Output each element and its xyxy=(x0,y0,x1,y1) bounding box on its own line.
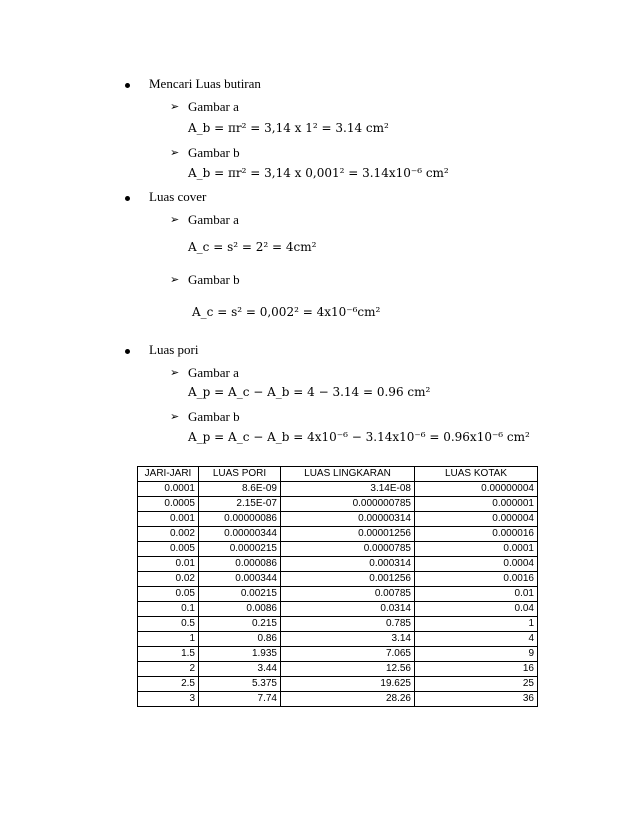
table-cell: 7.065 xyxy=(281,647,415,662)
table-cell: 0.1 xyxy=(138,602,199,617)
table-cell: 19.625 xyxy=(281,677,415,692)
table-cell: 0.00785 xyxy=(281,587,415,602)
table-cell: 0.785 xyxy=(281,617,415,632)
table-row xyxy=(138,497,538,512)
table-cell: 0.215 xyxy=(199,617,281,632)
header-luas-pori: LUAS PORI xyxy=(199,467,281,482)
table-cell: 0.0086 xyxy=(199,602,281,617)
arrow-bullet-icon: ➢ xyxy=(170,213,180,226)
table-cell: 0.00000004 xyxy=(415,482,538,497)
table-cell: 0.01 xyxy=(138,557,199,572)
table-row xyxy=(138,587,538,602)
table-cell: 3 xyxy=(138,692,199,707)
header-jari-jari: JARI-JARI xyxy=(138,467,199,482)
header-luas-lingkaran: LUAS LINGKARAN xyxy=(281,467,415,482)
arrow-bullet-icon: ➢ xyxy=(170,100,180,113)
table-cell: 0.000016 xyxy=(415,527,538,542)
gambar-b-label: Gambar b xyxy=(188,145,240,160)
table-cell: 0.01 xyxy=(415,587,538,602)
section-title-luas-butiran: Mencari Luas butiran xyxy=(149,76,261,91)
table-cell: 0.0004 xyxy=(415,557,538,572)
table-cell: 0.00215 xyxy=(199,587,281,602)
section-title-luas-cover: Luas cover xyxy=(149,189,207,204)
table-cell: 0.0000215 xyxy=(199,542,281,557)
gambar-a-label: Gambar a xyxy=(188,99,239,114)
table-cell: 0.0000785 xyxy=(281,542,415,557)
table-cell: 0.0001 xyxy=(415,542,538,557)
table-row xyxy=(138,512,538,527)
table-cell: 0.00001256 xyxy=(281,527,415,542)
table-cell: 2.15E-07 xyxy=(199,497,281,512)
luas-pori-b-equation: A_p = A_c − A_b = 4x10⁻⁶ − 3.14x10⁻⁶ = 0.96x10⁻⁶ cm² xyxy=(188,430,530,444)
table-cell: 0.00000086 xyxy=(199,512,281,527)
table-cell: 0.0005 xyxy=(138,497,199,512)
luas-pori-a-equation: A_p = A_c − A_b = 4 − 3.14 = 0.96 cm² xyxy=(188,385,431,399)
table-cell: 0.000314 xyxy=(281,557,415,572)
table-cell: 9 xyxy=(415,647,538,662)
table-row xyxy=(138,632,538,647)
arrow-bullet-icon: ➢ xyxy=(170,410,180,423)
table-cell: 16 xyxy=(415,662,538,677)
table-row xyxy=(138,647,538,662)
table-cell: 8.6E-09 xyxy=(199,482,281,497)
gambar-b-label: Gambar b xyxy=(188,409,240,424)
table-row xyxy=(138,692,538,707)
bullet-icon xyxy=(125,196,130,201)
table-cell: 0.001256 xyxy=(281,572,415,587)
arrow-bullet-icon: ➢ xyxy=(170,273,180,286)
bullet-icon xyxy=(125,83,130,88)
table-row xyxy=(138,602,538,617)
table-cell: 0.02 xyxy=(138,572,199,587)
table-cell: 5.375 xyxy=(199,677,281,692)
table-cell: 1 xyxy=(415,617,538,632)
luas-cover-a-equation: A_c = s² = 2² = 4cm² xyxy=(188,240,317,254)
table-cell: 0.002 xyxy=(138,527,199,542)
arrow-bullet-icon: ➢ xyxy=(170,366,180,379)
table-cell: 0.000086 xyxy=(199,557,281,572)
table-cell: 0.00000344 xyxy=(199,527,281,542)
table-cell: 1.5 xyxy=(138,647,199,662)
table-cell: 0.001 xyxy=(138,512,199,527)
table-cell: 2.5 xyxy=(138,677,199,692)
table-header-row xyxy=(138,467,538,482)
table-cell: 25 xyxy=(415,677,538,692)
table-cell: 1 xyxy=(138,632,199,647)
table-cell: 0.0016 xyxy=(415,572,538,587)
table-cell: 0.000344 xyxy=(199,572,281,587)
table-cell: 0.05 xyxy=(138,587,199,602)
table-row xyxy=(138,527,538,542)
arrow-bullet-icon: ➢ xyxy=(170,146,180,159)
table-row xyxy=(138,482,538,497)
table-row xyxy=(138,617,538,632)
table-cell: 3.44 xyxy=(199,662,281,677)
table-cell: 36 xyxy=(415,692,538,707)
table-cell: 0.000001 xyxy=(415,497,538,512)
table-cell: 0.000004 xyxy=(415,512,538,527)
gambar-a-label: Gambar a xyxy=(188,365,239,380)
table-row xyxy=(138,677,538,692)
table-cell: 0.86 xyxy=(199,632,281,647)
luas-butiran-b-equation: A_b = πr² = 3,14 x 0,001² = 3.14x10⁻⁶ cm² xyxy=(188,166,449,180)
luas-cover-b-equation: A_c = s² = 0,002² = 4x10⁻⁶cm² xyxy=(192,305,381,319)
table-cell: 12.56 xyxy=(281,662,415,677)
table-cell: 2 xyxy=(138,662,199,677)
table-cell: 0.5 xyxy=(138,617,199,632)
table-cell: 7.74 xyxy=(199,692,281,707)
table-cell: 0.00000314 xyxy=(281,512,415,527)
table-cell: 3.14 xyxy=(281,632,415,647)
table-cell: 0.000000785 xyxy=(281,497,415,512)
table-cell: 0.0314 xyxy=(281,602,415,617)
table-row xyxy=(138,572,538,587)
table-cell: 1.935 xyxy=(199,647,281,662)
gambar-b-label: Gambar b xyxy=(188,272,240,287)
table-cell: 0.005 xyxy=(138,542,199,557)
table-row xyxy=(138,542,538,557)
gambar-a-label: Gambar a xyxy=(188,212,239,227)
section-title-luas-pori: Luas pori xyxy=(149,342,199,357)
header-luas-kotak: LUAS KOTAK xyxy=(415,467,538,482)
bullet-icon xyxy=(125,349,130,354)
table-row xyxy=(138,557,538,572)
table-cell: 0.04 xyxy=(415,602,538,617)
data-table xyxy=(137,466,538,707)
table-row xyxy=(138,662,538,677)
luas-butiran-a-equation: A_b = πr² = 3,14 x 1² = 3.14 cm² xyxy=(188,121,389,135)
table-cell: 0.0001 xyxy=(138,482,199,497)
table-cell: 4 xyxy=(415,632,538,647)
table-cell: 28.26 xyxy=(281,692,415,707)
table-cell: 3.14E-08 xyxy=(281,482,415,497)
